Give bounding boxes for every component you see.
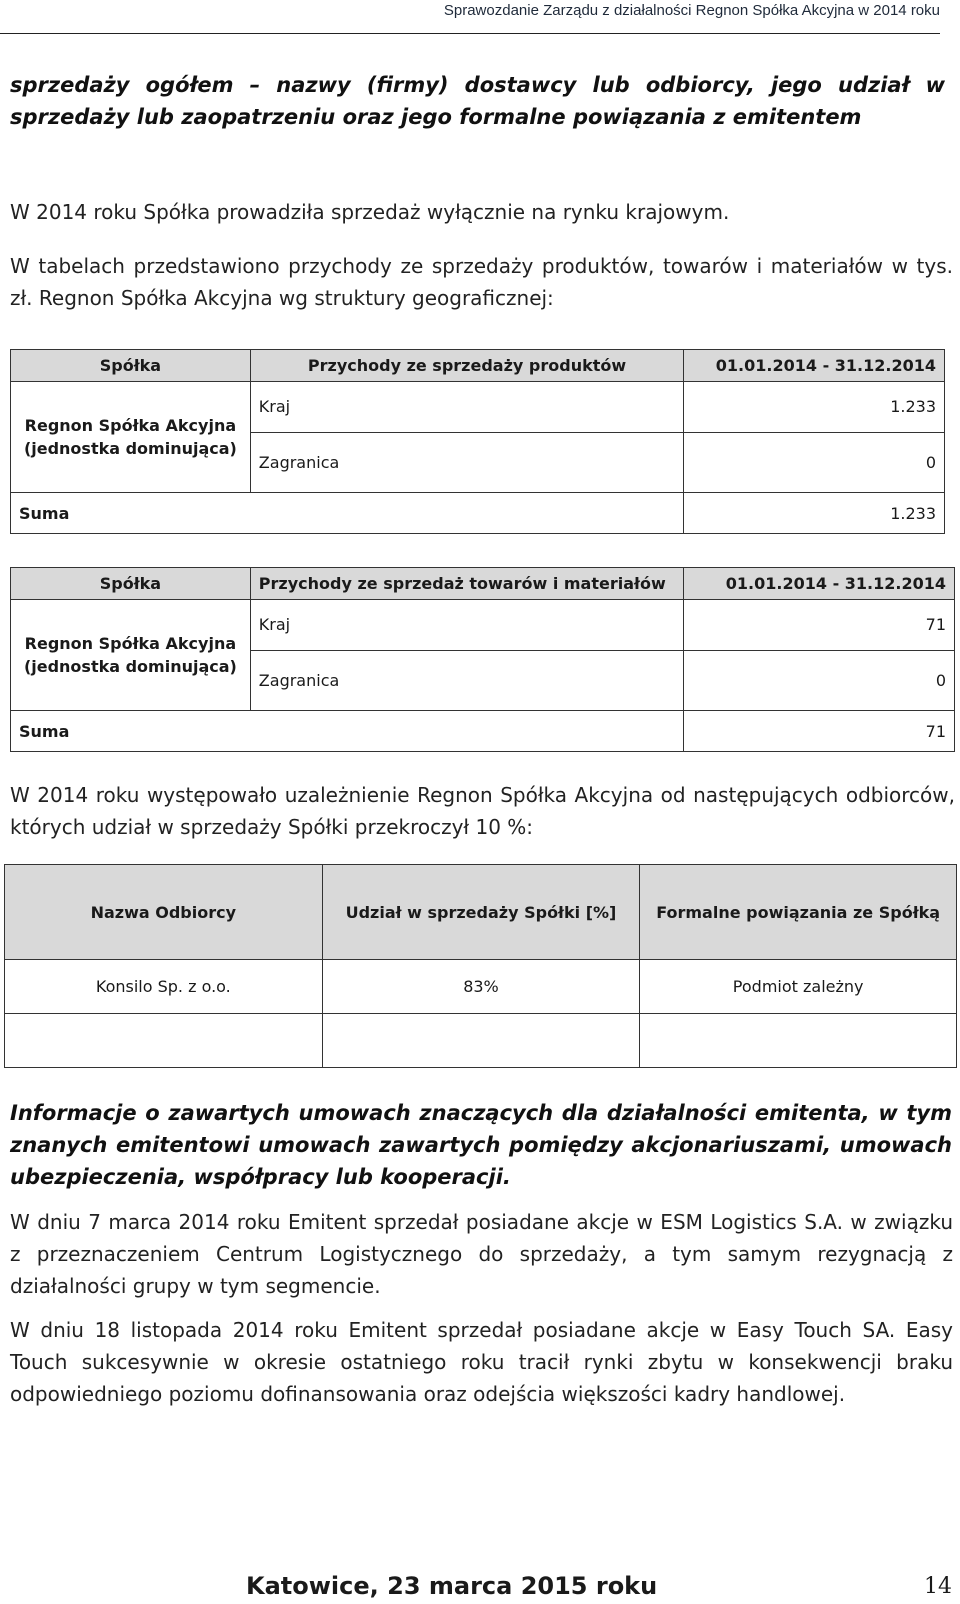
customer-relation: Podmiot zależny [640, 960, 957, 1014]
customers-table [4, 864, 957, 1068]
column-header-customer: Nazwa Odbiorcy [5, 865, 323, 960]
empty-cell [5, 1014, 323, 1068]
table-row [11, 382, 945, 433]
paragraph-domestic-sales: W 2014 roku Spółka prowadziła sprzedaż wyłącznie na rynku krajowym. [10, 200, 730, 224]
company-cell: Regnon Spółka Akcyjna (jednostka dominująca) [11, 382, 251, 493]
sum-label: Suma [11, 711, 684, 752]
company-cell: Regnon Spółka Akcyjna (jednostka dominująca) [11, 600, 251, 711]
row-value-domestic: 71 [684, 600, 955, 651]
column-header-revenue: Przychody ze sprzedaży produktów [250, 350, 683, 382]
row-label-foreign: Zagranica [250, 651, 683, 711]
running-title: Sprawozdanie Zarządu z działalności Regnon Spółka Akcyjna w 2014 roku [443, 2, 940, 19]
column-header-company: Spółka [11, 350, 251, 382]
page-header [0, 0, 940, 34]
table-header-row [11, 568, 955, 600]
paragraph-dependence: W 2014 roku występowało uzależnienie Regnon Spółka Akcyjna od następujących odbiorców, których udział w sprzedaży Spółki przekroczył 10 %: [10, 783, 955, 839]
products-revenue-table [10, 349, 945, 534]
row-label-foreign: Zagranica [250, 433, 683, 493]
empty-cell [640, 1014, 957, 1068]
empty-cell [322, 1014, 640, 1068]
column-header-period: 01.01.2014 - 31.12.2014 [684, 568, 955, 600]
row-value-foreign: 0 [684, 433, 945, 493]
page-number: 14 [924, 1574, 952, 1599]
section-heading-sales: sprzedaży ogółem – nazwy (firmy) dostawcy lub odbiorcy, jego udział w sprzedaży lub zaopatrzeniu oraz jego formalne powiązania z emitentem [10, 73, 945, 129]
column-header-period: 01.01.2014 - 31.12.2014 [684, 350, 945, 382]
paragraph-tables-intro: W tabelach przedstawiono przychody ze sprzedaży produktów, towarów i materiałów w tys. zł. Regnon Spółka Akcyjna wg struktury geograficznej: [10, 254, 953, 310]
paragraph-easy-touch: W dniu 18 listopada 2014 roku Emitent sprzedał posiadane akcje w Easy Touch SA. Easy Touch sukcesywnie w okresie ostatniego roku tracił rynki zbytu w konsekwencji braku odpowiedniego poziomu dofinansowania oraz odejścia większości kadry handlowej. [10, 1318, 953, 1406]
paragraph-esm-logistics: W dniu 7 marca 2014 roku Emitent sprzedał posiadane akcje w ESM Logistics S.A. w związku z przeznaczeniem Centrum Logistycznego do sprzedaży, a tym samym rezygnacją z działalności grupy w tym segmencie. [10, 1210, 953, 1298]
footer-place-date: Katowice, 23 marca 2015 roku [246, 1572, 658, 1600]
goods-revenue-table [10, 567, 955, 752]
row-label-domestic: Kraj [250, 382, 683, 433]
section-heading-agreements: Informacje o zawartych umowach znaczących dla działalności emitenta, w tym znanych emitentowi umowach zawartych pomiędzy akcjonariuszami, umowach ubezpieczenia, współpracy lub kooperacji. [10, 1101, 952, 1189]
customer-share: 83% [322, 960, 640, 1014]
table-row-empty [5, 1014, 957, 1068]
column-header-relation: Formalne powiązania ze Spółką [640, 865, 957, 960]
table-sum-row [11, 493, 945, 534]
table-row [11, 600, 955, 651]
sum-value: 71 [684, 711, 955, 752]
table-row [5, 960, 957, 1014]
customer-name: Konsilo Sp. z o.o. [5, 960, 323, 1014]
column-header-revenue: Przychody ze sprzedaż towarów i materiałów [250, 568, 683, 600]
table-sum-row [11, 711, 955, 752]
column-header-company: Spółka [11, 568, 251, 600]
table-header-row [5, 865, 957, 960]
sum-value: 1.233 [684, 493, 945, 534]
row-value-domestic: 1.233 [684, 382, 945, 433]
column-header-share: Udział w sprzedaży Spółki [%] [322, 865, 640, 960]
row-value-foreign: 0 [684, 651, 955, 711]
table-header-row [11, 350, 945, 382]
sum-label: Suma [11, 493, 684, 534]
row-label-domestic: Kraj [250, 600, 683, 651]
